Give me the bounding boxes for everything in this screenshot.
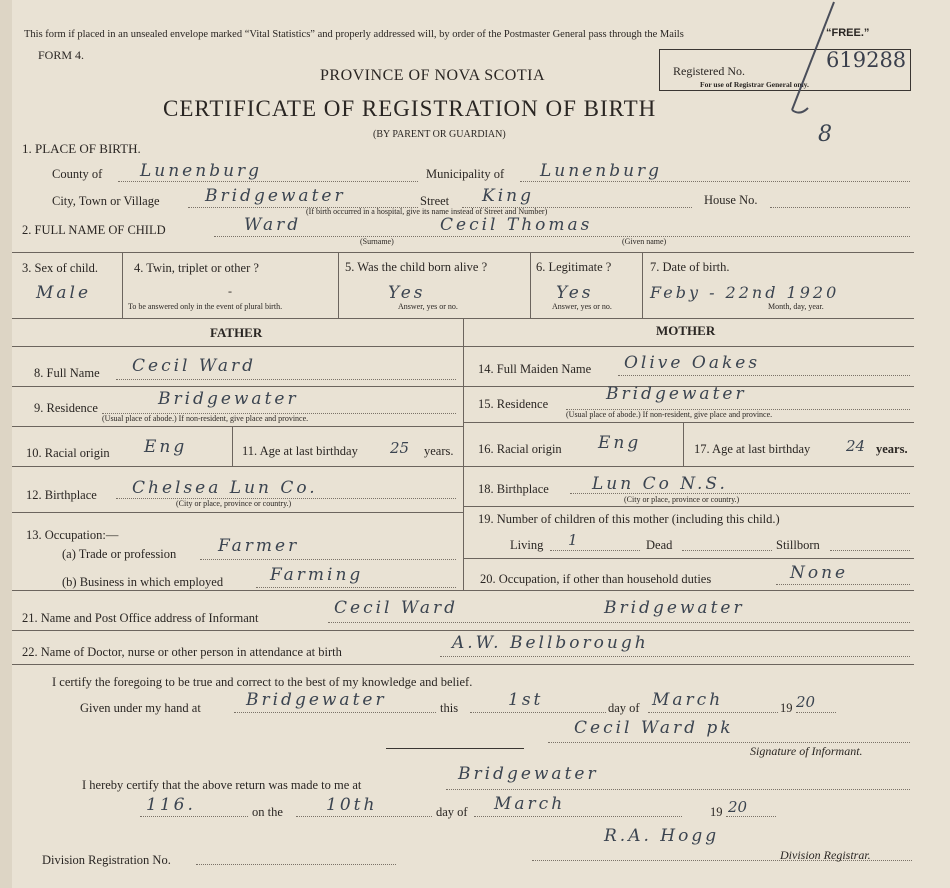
page-subtitle: (BY PARENT OR GUARDIAN)	[373, 129, 506, 140]
sex-label: 3. Sex of child.	[22, 261, 99, 275]
division-registration-label: Division Registration No.	[42, 853, 171, 867]
mother-birthplace-note: (City or place, province or country.)	[624, 495, 740, 504]
divider	[550, 550, 640, 551]
divider	[12, 590, 914, 591]
stillborn-label: Stillborn	[776, 538, 820, 552]
city-label: City, Town or Village	[52, 194, 160, 208]
father-occupation-label: 13. Occupation:—	[26, 528, 119, 542]
given-name-note: (Given name)	[622, 237, 667, 246]
divider	[683, 422, 684, 466]
registrar-month-value: March	[494, 794, 566, 814]
doctor-label: 22. Name of Doctor, nurse or other person in attendance at birth	[22, 645, 342, 659]
divider	[642, 252, 643, 318]
alive-label: 5. Was the child born alive ?	[345, 260, 488, 274]
divider	[12, 630, 914, 631]
given-place-value: Bridgewater	[246, 690, 387, 710]
doctor-value: A.W. Bellborough	[452, 633, 649, 653]
mother-age-unit: years.	[876, 442, 908, 456]
given-year-prefix: 19	[780, 701, 793, 715]
divider	[463, 558, 914, 559]
registered-number-value: 619288	[826, 48, 907, 72]
father-residence-label: 9. Residence	[34, 401, 98, 415]
alive-value: Yes	[388, 283, 426, 303]
county-line	[118, 181, 418, 182]
father-business-label: (b) Business in which employed	[62, 575, 224, 589]
father-racial-label: 10. Racial origin	[26, 446, 110, 460]
divider	[726, 816, 776, 817]
street-label: Street	[420, 194, 450, 208]
father-age-value: 25	[390, 439, 410, 457]
certify-statement: I certify the foregoing to be true and correct to the best of my knowledge and belief.	[52, 675, 473, 689]
child-name-label: 2. FULL NAME OF CHILD	[22, 223, 166, 237]
legitimate-value: Yes	[556, 283, 594, 303]
registrar-note: For use of Registrar General only.	[700, 80, 809, 89]
father-heading: FATHER	[210, 325, 263, 340]
divider	[446, 789, 910, 790]
divider	[463, 466, 914, 467]
registrar-day-value: 10th	[326, 795, 378, 815]
father-trade-label: (a) Trade or profession	[62, 547, 177, 561]
registered-number-label: Registered No.	[673, 64, 745, 78]
divider	[463, 506, 914, 507]
this-label: this	[440, 701, 459, 715]
informant-address-value: Bridgewater	[604, 598, 745, 618]
page-edge	[0, 0, 12, 888]
divider	[474, 816, 682, 817]
house-number-line	[770, 207, 910, 208]
municipality-line	[520, 181, 910, 182]
pen-stroke-icon	[780, 0, 840, 120]
column-divider	[463, 318, 464, 590]
registrar-day-of-label: day of	[436, 805, 468, 819]
father-name-label: 8. Full Name	[34, 366, 100, 380]
legitimate-label: 6. Legitimate ?	[536, 260, 612, 274]
mother-heading: MOTHER	[656, 323, 716, 338]
child-name-line	[214, 236, 910, 237]
divider	[196, 864, 396, 865]
county-value: Lunenburg	[140, 161, 263, 181]
father-name-value: Cecil Ward	[132, 356, 257, 376]
twin-value: -	[228, 284, 232, 298]
mother-children-label: 19. Number of children of this mother (including this child.)	[478, 512, 780, 526]
rule-heading	[12, 346, 914, 347]
registration-page-value: 116.	[146, 795, 196, 815]
divider	[256, 587, 456, 588]
divider	[776, 584, 910, 585]
mother-name-value: Olive Oakes	[624, 353, 761, 373]
divider	[232, 426, 233, 466]
given-year-value: 20	[796, 693, 816, 711]
given-day-of-label: day of	[608, 701, 640, 715]
living-label: Living	[510, 538, 544, 552]
mother-birthplace-label: 18. Birthplace	[478, 482, 549, 496]
divider	[548, 742, 910, 743]
father-racial-value: Eng	[144, 437, 188, 457]
living-value: 1	[568, 531, 578, 549]
twin-note: To be answered only in the event of plural birth.	[128, 302, 283, 311]
given-under-label: Given under my hand at	[80, 701, 201, 715]
informant-signature-label: Signature of Informant.	[750, 744, 863, 758]
divider	[12, 466, 463, 467]
on-the-label: on the	[252, 805, 283, 819]
divider	[796, 712, 836, 713]
father-business-value: Farming	[270, 565, 364, 585]
father-trade-value: Farmer	[218, 536, 300, 556]
mother-birthplace-value: Lun Co N.S.	[592, 474, 728, 494]
hospital-note: (If birth occurred in a hospital, give its name instead of Street and Number)	[306, 207, 548, 216]
municipality-label: Municipality of	[426, 167, 505, 181]
father-birthplace-label: 12. Birthplace	[26, 488, 97, 502]
mother-residence-label: 15. Residence	[478, 397, 549, 411]
divider	[116, 379, 456, 380]
twin-label: 4. Twin, triplet or other ?	[134, 261, 259, 275]
given-day-value: 1st	[508, 690, 544, 710]
free-label: “FREE.”	[826, 27, 870, 39]
divider	[200, 559, 456, 560]
divider	[234, 712, 436, 713]
divider	[140, 816, 248, 817]
return-place-value: Bridgewater	[458, 764, 599, 784]
informant-name-value: Cecil Ward	[334, 598, 459, 618]
divider	[12, 664, 914, 665]
rule-row3-top	[12, 252, 914, 253]
divider	[12, 426, 463, 427]
house-number-label: House No.	[704, 193, 758, 207]
divider	[618, 375, 910, 376]
date-of-birth-value: Feby - 22nd 1920	[650, 283, 840, 302]
mother-residence-value: Bridgewater	[606, 384, 747, 404]
municipality-value: Lunenburg	[540, 161, 663, 181]
registrar-year-value: 20	[728, 798, 748, 816]
page-title: CERTIFICATE OF REGISTRATION OF BIRTH	[163, 96, 657, 121]
mother-name-label: 14. Full Maiden Name	[478, 362, 592, 376]
father-birthplace-note: (City or place, province or country.)	[176, 499, 292, 508]
province-heading: PROVINCE OF NOVA SCOTIA	[320, 67, 546, 84]
child-surname-value: Ward	[244, 215, 302, 235]
city-value: Bridgewater	[205, 186, 346, 206]
date-of-birth-label: 7. Date of birth.	[650, 260, 730, 274]
divider	[338, 252, 339, 318]
mother-residence-note: (Usual place of abode.) If non-resident, give place and province.	[566, 410, 773, 419]
father-residence-value: Bridgewater	[158, 389, 299, 409]
divider	[122, 252, 123, 318]
registrar-year-prefix: 19	[710, 805, 723, 819]
mother-racial-label: 16. Racial origin	[478, 442, 562, 456]
informant-label: 21. Name and Post Office address of Informant	[22, 611, 259, 625]
mother-occupation-label: 20. Occupation, if other than household duties	[480, 572, 712, 586]
return-label: I hereby certify that the above return was made to me at	[82, 778, 362, 792]
father-residence-note: (Usual place of abode.) If non-resident, give place and province.	[102, 414, 309, 423]
surname-note: (Surname)	[360, 237, 394, 246]
place-of-birth-heading: 1. PLACE OF BIRTH.	[22, 141, 141, 156]
divider	[440, 656, 910, 657]
divider	[830, 550, 910, 551]
county-label: County of	[52, 167, 103, 181]
street-value: King	[482, 186, 534, 206]
alive-note: Answer, yes or no.	[398, 302, 458, 311]
divider	[470, 712, 606, 713]
divider	[328, 622, 910, 623]
divider	[682, 550, 772, 551]
dead-label: Dead	[646, 538, 673, 552]
father-birthplace-value: Chelsea Lun Co.	[132, 478, 318, 498]
child-given-value: Cecil Thomas	[440, 215, 593, 235]
date-of-birth-note: Month, day, year.	[768, 302, 824, 311]
father-age-label: 11. Age at last birthday	[242, 444, 358, 458]
divider	[12, 512, 463, 513]
postal-notice: This form if placed in an unsealed envelope marked “Vital Statistics” and properly addressed will, by order of the Postmaster General pass through the Mails	[24, 29, 684, 40]
mother-racial-value: Eng	[598, 433, 642, 453]
mother-age-value: 24	[846, 437, 866, 455]
mother-age-label: 17. Age at last birthday	[694, 442, 811, 456]
division-registrar-label: Division Registrar.	[780, 848, 871, 862]
registrar-signature: R.A. Hogg	[604, 826, 720, 846]
margin-mark: 8	[818, 122, 832, 147]
divider	[648, 712, 778, 713]
divider	[463, 422, 914, 423]
sex-value: Male	[36, 283, 92, 303]
mother-occupation-value: None	[790, 563, 849, 583]
form-number: FORM 4.	[38, 48, 85, 62]
given-month-value: March	[652, 690, 724, 710]
father-age-unit: years.	[424, 444, 454, 458]
informant-signature: Cecil Ward pk	[574, 718, 734, 738]
divider	[296, 816, 432, 817]
divider	[386, 748, 524, 749]
legitimate-note: Answer, yes or no.	[552, 302, 612, 311]
divider	[12, 386, 463, 387]
divider	[530, 252, 531, 318]
